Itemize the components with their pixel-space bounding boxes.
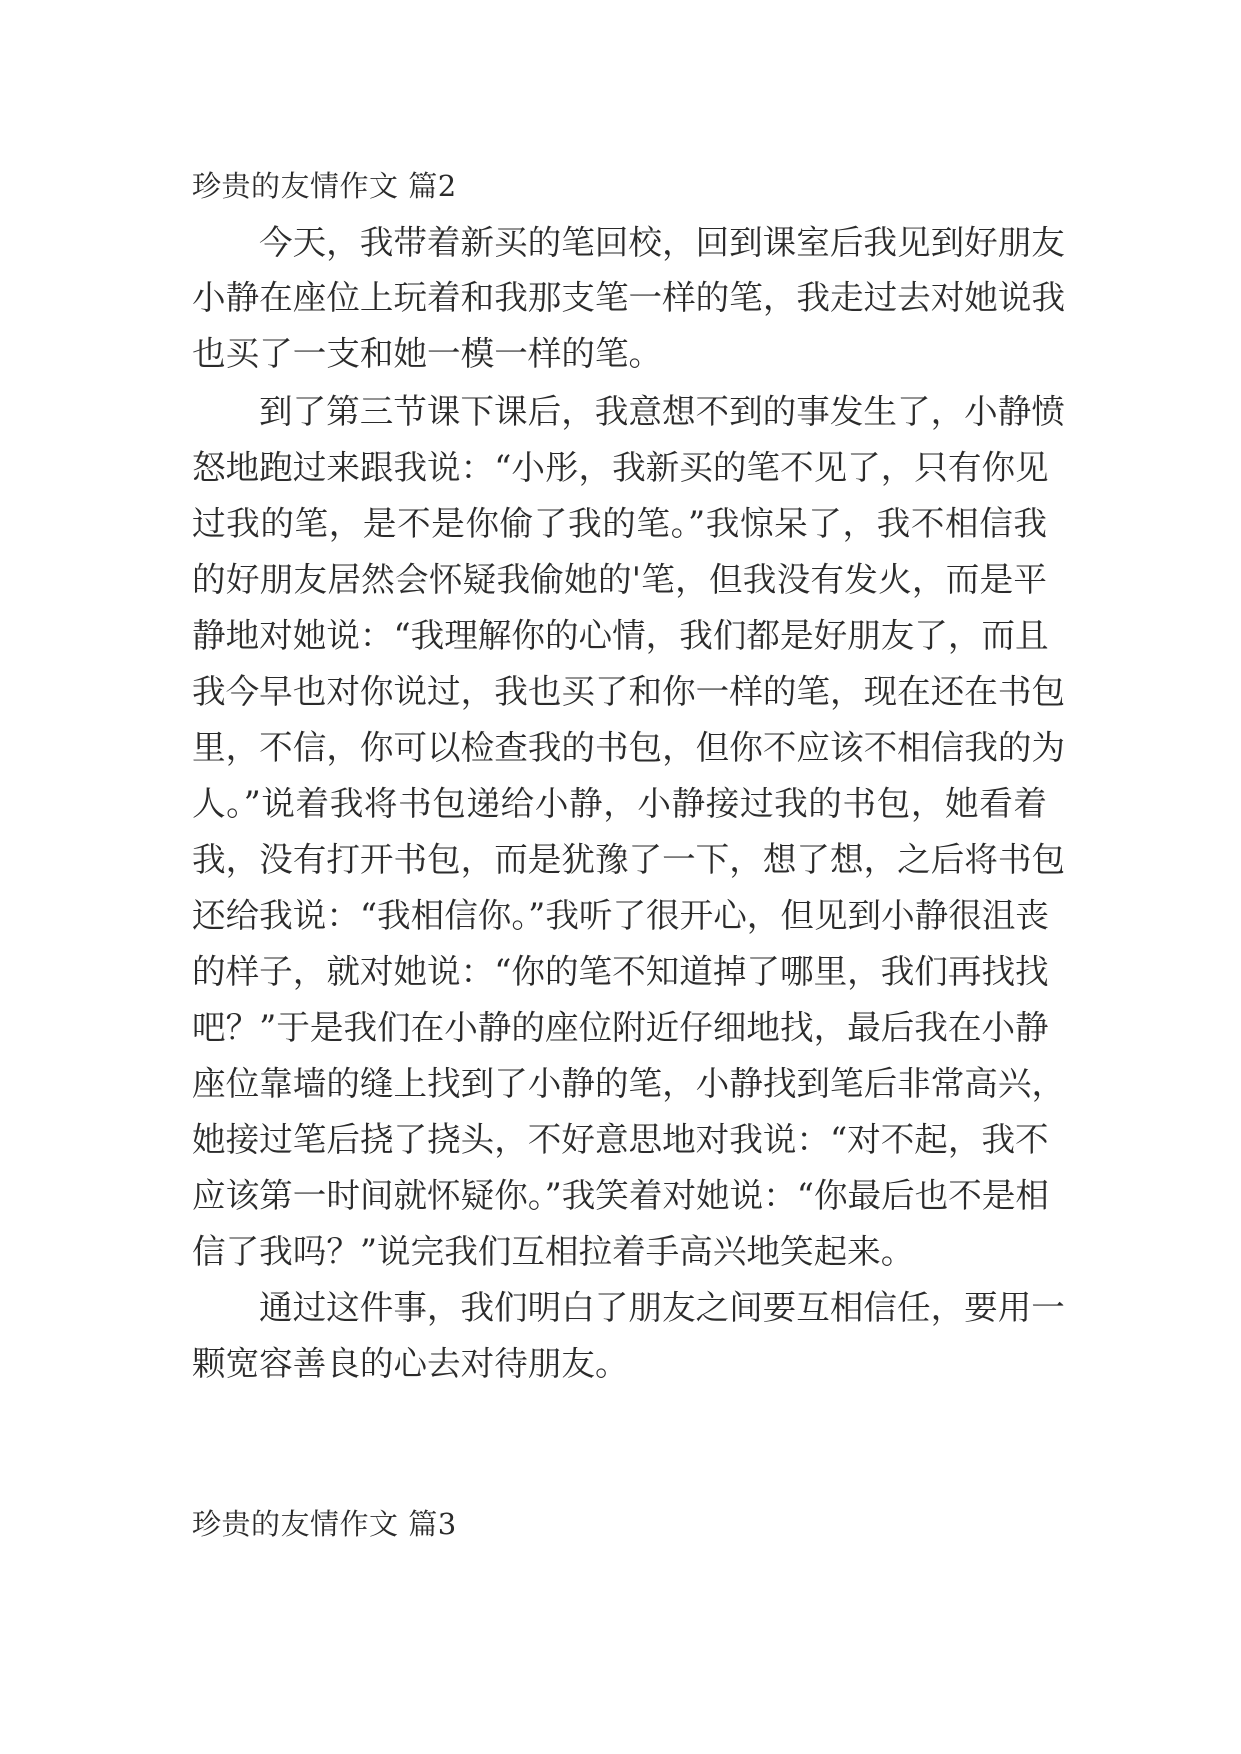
paragraph-1-line-3: 也买了一支和她一模一样的笔。 (192, 334, 663, 373)
section-heading: 珍贵的友情作文 篇3 (192, 1507, 457, 1541)
paragraph-1-line-1: 今天，我带着新买的笔回校，回到课室后我见到好朋友 (259, 223, 1065, 262)
paragraph-2-line-8: 人。”说着我将书包递给小静，小静接过我的书包，她看着 (192, 784, 1047, 823)
section-heading: 珍贵的友情作文 篇2 (192, 169, 457, 203)
paragraph-2-line-9: 我，没有打开书包，而是犹豫了一下，想了想，之后将书包 (192, 840, 1066, 879)
paragraph-2-line-5: 静地对她说：“我理解你的心情，我们都是好朋友了，而且 (192, 616, 1049, 655)
paragraph-2-line-4: 的好朋友居然会怀疑我偷她的'笔，但我没有发火，而是平 (192, 560, 1047, 599)
paragraph-2-line-14: 她接过笔后挠了挠头，不好意思地对我说：“对不起，我不 (192, 1120, 1049, 1159)
paragraph-2-line-11: 的样子，就对她说：“你的笔不知道掉了哪里，我们再找找 (192, 952, 1049, 991)
paragraph-2-line-2: 怒地跑过来跟我说：“小彤，我新买的笔不见了，只有你见 (192, 448, 1049, 487)
paragraph-2-line-7: 里，不信，你可以检查我的书包，但你不应该不相信我的为 (192, 728, 1066, 767)
paragraph-2-line-1: 到了第三节课下课后，我意想不到的事发生了，小静愤 (259, 392, 1065, 431)
paragraph-2-line-13: 座位靠墙的缝上找到了小静的笔，小静找到笔后非常高兴， (192, 1064, 1066, 1103)
paragraph-1-line-2: 小静在座位上玩着和我那支笔一样的笔，我走过去对她说我 (192, 278, 1066, 317)
paragraph-2-line-12: 吧？”于是我们在小静的座位附近仔细地找，最后我在小静 (192, 1008, 1049, 1047)
paragraph-2-line-3: 过我的笔，是不是你偷了我的笔。”我惊呆了，我不相信我 (192, 504, 1047, 543)
paragraph-2-line-15: 应该第一时间就怀疑你。”我笑着对她说：“你最后也不是相 (192, 1176, 1049, 1215)
paragraph-2-line-6: 我今早也对你说过，我也买了和你一样的笔，现在还在书包 (192, 672, 1066, 711)
paragraph-2-line-16: 信了我吗？”说完我们互相拉着手高兴地笑起来。 (192, 1232, 915, 1271)
paragraph-3-line-2: 颗宽容善良的心去对待朋友。 (192, 1344, 629, 1383)
paragraph-2-line-10: 还给我说：“我相信你。”我听了很开心，但见到小静很沮丧 (192, 896, 1049, 935)
paragraph-3-line-1: 通过这件事，我们明白了朋友之间要互相信任，要用一 (259, 1288, 1065, 1327)
